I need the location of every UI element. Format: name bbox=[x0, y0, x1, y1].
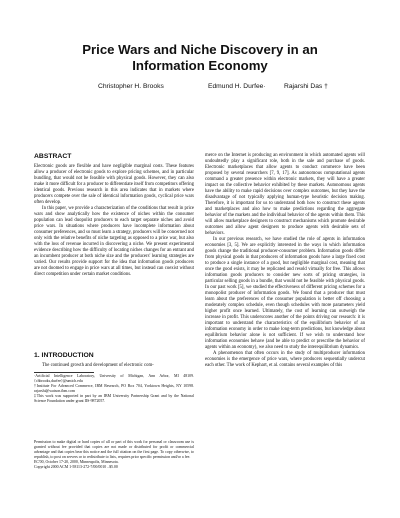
intro-paragraph-1: merce on the Internet is producing an environment in which automated agents will undoubtedly play a significant role, both in the sale and purchase of goods. Electronic marketplaces that allow agents to conduct commerce have been proposed by several researchers [7, 9, 17]. As autonomous computational agents command a greater presence within electronic markets, they will have a greater impact on the collective behavior exhibited by these markets. Autonomous agents have the ability to make rapid decisions over complex outcomes, but they have the disadvantage of not typically applying human-type heuristic decision making. Therefore, it is important for us to understand both how to construct these agents and marketplaces and also how to make predictions regarding the aggregate behavior of the markets and the individual behavior of the agents within them. This will allow marketplace designers to construct mechanisms which promote desirable outcomes and allow agent designers to produce agents with desirable sets of behaviors. bbox=[205, 153, 365, 236]
intro-paragraph-3: A phenomenon that often occurs in the study of multiproducer information economies is the emergence of price wars, where producers sequentially undercut each other. The work of Kephart, et al. contains several examples of this bbox=[205, 351, 365, 368]
paper-title-line2: Information Economy bbox=[132, 58, 268, 73]
permission-block bbox=[34, 440, 194, 469]
author-1: Christopher H. Brooks bbox=[98, 83, 164, 90]
abstract-heading: ABSTRACT bbox=[34, 153, 72, 160]
intro-first-line: The continued growth and development of electronic com- bbox=[42, 363, 154, 368]
footnotes bbox=[34, 374, 194, 403]
conference-line: EC'00, October 17-20, 2000, Minneapolis, Minnesota. bbox=[34, 459, 119, 464]
copyright-line: Copyright 2000 ACM 1-58113-272-7/00/0010 ..$5.00 bbox=[34, 464, 118, 469]
footnote-2: †Institute For Advanced Commerce, IBM Research, PO Box 704, Yorktown Heights, NY 10598. rajarshi@watson.ibm.com bbox=[34, 383, 194, 393]
author-2: Edmund H. Durfee· bbox=[208, 83, 266, 90]
intro-paragraph-2: In our previous research, we have studied the role of agents in information economies [3, 5]. We are explicitly interested in the ways in which information goods change the traditional producer-consumer problem. Information goods differ from physical goods in that producers of information goods have a large fixed cost to produce a single instance of a good, but negligible marginal cost, meaning that once the good exists, it may be replicated and resold virtually for free. This allows information goods producers to consider new sorts of pricing strategies, in particular selling goods in a bundle, that would not be feasible with physical goods. In our past work [5], we studied the effectiveness of different pricing schemes for a monopolist producer of information goods. We found that a producer that must learn about the preferences of the consumer population is better off choosing a moderately complex schedule, even though schedules with more parameters yield higher profit once learned. Ultimately, the cost of learning can outweigh the increase in profit. This underscores another of the points driving our research: it is important to understand the characteristics of the equilibrium behavior of an information economy in order to make long-term predictions, but knowledge about equilibrium behavior alone is not sufficient. If we wish to understand how information economies behave (and be able to predict or prescribe the behavior of agents within an economy), we also need to study the interequilibrium dynamics. bbox=[205, 237, 365, 350]
permission-notice: Permission to make digital or hard copies of all or part of this work for personal or classroom use is granted without fee provided that copies are not made or distributed for profit or commercial advantage and that copies bear this notice and the full citation on the first page. To copy otherwise, to republish, to post on servers or to redistribute to lists, requires prior specific permission and/or a fee. bbox=[34, 440, 194, 459]
abstract-paragraph-2: In this paper, we provide a characterization of the conditions that result in price wars and show analytically how the existence of niches within the consumer population can lead duopolist producers to each target separate niches and avoid price wars. In situations where producers have incomplete information about consumer preferences, and so must learn a strategy, producers will be concerned not only with the relative benefits of niche targeting as opposed to a price war, but also with the loss of revenue incurred in discovering a niche. We present experimental evidence describing how the difficulty of locating niches changes for an entrant and an incumbent producer at both niche size and the producers' learning strategies are varied. Our results provide support for the idea that information goods producers are not doomed to engage in price wars at all times, but instead can coexist without direct competition under certain market conditions. bbox=[34, 206, 194, 277]
footnote-rule bbox=[34, 372, 94, 373]
abstract-body bbox=[34, 164, 194, 278]
author-3: Rajarshi Das † bbox=[284, 83, 328, 90]
intro-heading: 1. INTRODUCTION bbox=[34, 352, 94, 359]
author-list bbox=[0, 83, 400, 95]
footnote-1: ·Artificial Intelligence Laboratory, University of Michigan, Ann Arbor, MI 48109. {chbrooks,durfee}@umich.edu bbox=[34, 374, 194, 383]
paper-title-line1: Price Wars and Niche Discovery in an bbox=[82, 42, 318, 57]
footnote-3: ‡This work was supported in part by an IBM University Partnership Grant and by the National Science Foundation under grant IIS-9872057. bbox=[34, 393, 194, 403]
intro-body-right-column bbox=[205, 153, 365, 369]
abstract-paragraph-1: Electronic goods are flexible and have negligible marginal costs. These features allow a producer of electronic goods to explore pricing schemes, and in particular bundling, that would not be feasible with physical goods. However, they can also make it more difficult for a producer to differentiate itself from competitors offering identical goods. Previous research in this area indicates that in markets where producers compete over the sale of identical information goods, cyclical price wars often develop. bbox=[34, 164, 194, 205]
